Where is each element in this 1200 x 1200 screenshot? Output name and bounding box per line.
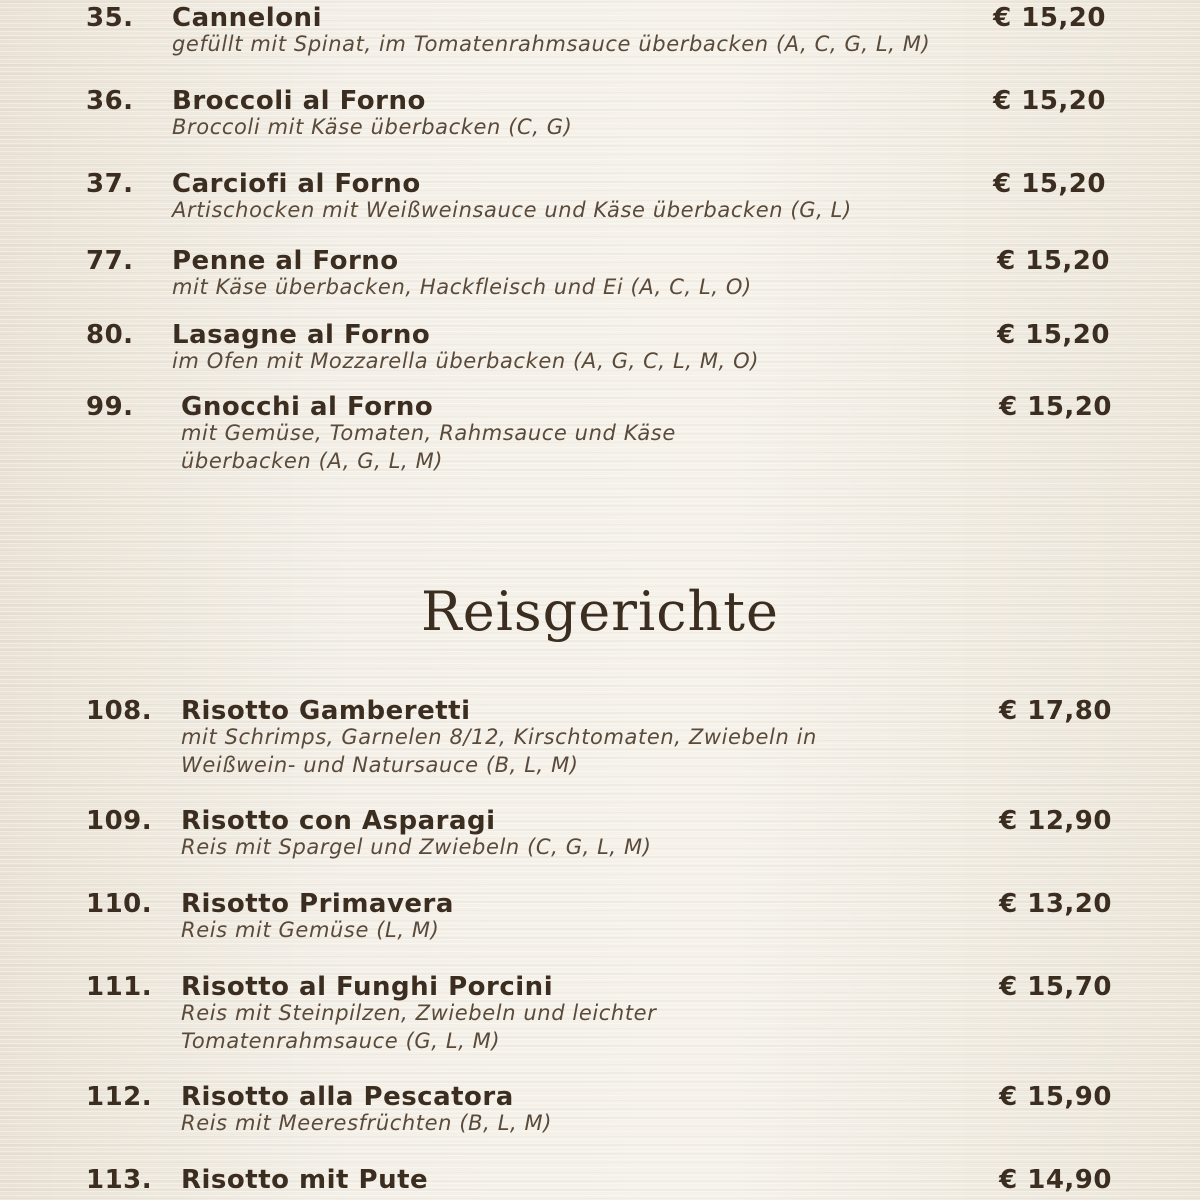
item-description: mit Schrimps, Garnelen 8/12, Kirschtomaten, Zwiebeln in Weißwein- und Natursauce (B, L, M) [181, 725, 817, 777]
item-number: 109. [86, 806, 153, 836]
item-number: 77. [86, 246, 134, 276]
item-name: Carciofi al Forno [172, 169, 421, 199]
item-number: 113. [86, 1165, 153, 1195]
item-name: Canneloni [172, 3, 322, 33]
item-description: im Ofen mit Mozzarella überbacken (A, G, C, L, M, O) [172, 349, 760, 373]
item-name: Risotto alla Pescatora [181, 1082, 514, 1112]
item-number: 99. [86, 392, 134, 422]
item-name: Risotto Primavera [181, 889, 454, 919]
section-title: Reisgerichte [421, 580, 779, 643]
item-name: Risotto al Funghi Porcini [181, 972, 554, 1002]
item-name: Penne al Forno [172, 246, 399, 276]
item-price: € 13,20 [999, 889, 1112, 919]
item-price: € 15,20 [997, 246, 1110, 276]
item-number: 36. [86, 86, 134, 116]
item-description: Reis mit Spargel und Zwiebeln (C, G, L, M) [181, 835, 652, 859]
item-name: Gnocchi al Forno [181, 392, 434, 422]
item-number: 111. [86, 972, 153, 1002]
item-price: € 15,20 [993, 169, 1106, 199]
item-description: Reis mit Gemüse (L, M) [181, 918, 440, 942]
item-price: € 17,80 [999, 696, 1112, 726]
item-number: 110. [86, 889, 153, 919]
item-name: Risotto mit Pute [181, 1165, 429, 1195]
item-price: € 15,20 [993, 3, 1106, 33]
item-description: Artischocken mit Weißweinsauce und Käse überbacken (G, L) [172, 198, 852, 222]
item-description: gefüllt mit Spinat, im Tomatenrahmsauce überbacken (A, C, G, L, M) [172, 32, 931, 56]
item-description: mit Gemüse, Tomaten, Rahmsauce und Käse überbacken (A, G, L, M) [181, 421, 676, 473]
item-price: € 15,20 [999, 392, 1112, 422]
item-price: € 15,20 [997, 320, 1110, 350]
item-price: € 15,70 [999, 972, 1112, 1002]
item-name: Risotto Gamberetti [181, 696, 471, 726]
item-description: Reis mit Steinpilzen, Zwiebeln und leichter Tomatenrahmsauce (G, L, M) [181, 1001, 657, 1053]
item-name: Broccoli al Forno [172, 86, 426, 116]
item-description: Broccoli mit Käse überbacken (C, G) [172, 115, 573, 139]
item-price: € 15,90 [999, 1082, 1112, 1112]
item-description: mit Käse überbacken, Hackfleisch und Ei (A, C, L, O) [172, 275, 752, 299]
item-price: € 14,90 [999, 1165, 1112, 1195]
item-name: Lasagne al Forno [172, 320, 431, 350]
item-number: 80. [86, 320, 134, 350]
item-number: 112. [86, 1082, 153, 1112]
item-price: € 15,20 [993, 86, 1106, 116]
item-description: Reis mit Meeresfrüchten (B, L, M) [181, 1111, 553, 1135]
item-number: 108. [86, 696, 153, 726]
item-name: Risotto con Asparagi [181, 806, 496, 836]
item-number: 35. [86, 3, 134, 33]
item-number: 37. [86, 169, 134, 199]
item-price: € 12,90 [999, 806, 1112, 836]
